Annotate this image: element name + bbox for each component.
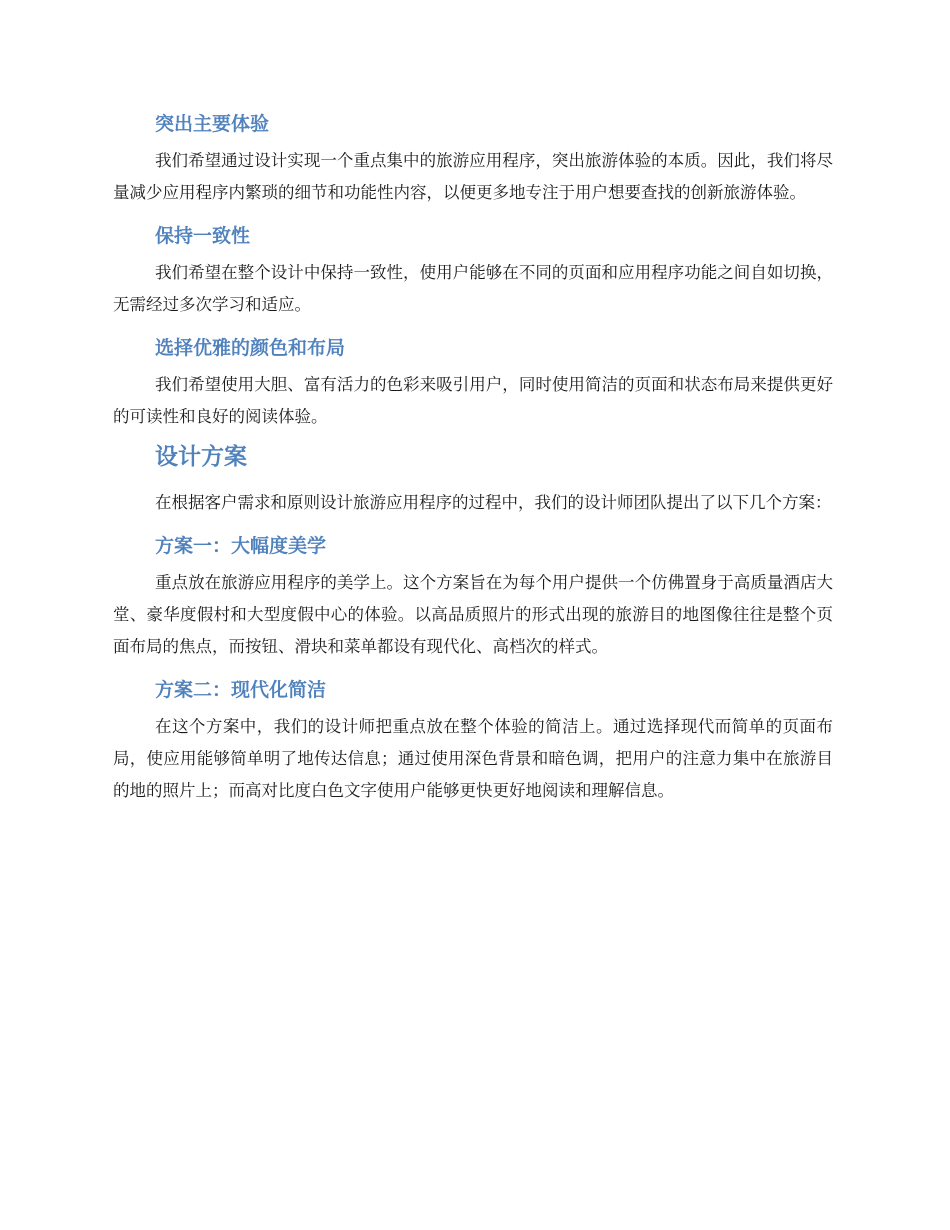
- heading-colors-layout: 选择优雅的颜色和布局: [155, 337, 346, 359]
- heading-focus-experience: 突出主要体验: [155, 113, 270, 135]
- document-content: [113, 105, 833, 807]
- paragraph-colors-layout: 我们希望使用大胆、富有活力的色彩来吸引用户，同时使用简洁的页面和状态布局来提供更好的可读性和良好的阅读体验。: [113, 375, 833, 426]
- heading-design-plans: 设计方案: [155, 444, 247, 470]
- paragraph-plan-one: 重点放在旅游应用程序的美学上。这个方案旨在为每个用户提供一个仿佛置身于高质量酒店大堂、豪华度假村和大型度假中心的体验。以高品质照片的形式出现的旅游目的地图像往往是整个页面布局的焦点，而按钮、滑块和菜单都设有现代化、高档次的样式。: [113, 573, 833, 656]
- paragraph-focus-experience: 我们希望通过设计实现一个重点集中的旅游应用程序，突出旅游体验的本质。因此，我们将尽量减少应用程序内繁琐的细节和功能性内容，以便更多地专注于用户想要查找的创新旅游体验。: [113, 151, 833, 202]
- paragraph-design-intro: 在根据客户需求和原则设计旅游应用程序的过程中，我们的设计师团队提出了以下几个方案：: [155, 493, 832, 512]
- heading-consistency: 保持一致性: [155, 225, 251, 247]
- heading-plan-two: 方案二：现代化简洁: [155, 679, 327, 701]
- heading-plan-one: 方案一：大幅度美学: [155, 535, 327, 557]
- paragraph-consistency: 我们希望在整个设计中保持一致性，使用户能够在不同的页面和应用程序功能之间自如切换，无需经过多次学习和适应。: [113, 263, 833, 314]
- paragraph-plan-two: 在这个方案中，我们的设计师把重点放在整个体验的简洁上。通过选择现代而简单的页面布局，使应用能够简单明了地传达信息；通过使用深色背景和暗色调，把用户的注意力集中在旅游目的地的照片上；而高对比度白色文字使用户能够更快更好地阅读和理解信息。: [113, 717, 833, 800]
